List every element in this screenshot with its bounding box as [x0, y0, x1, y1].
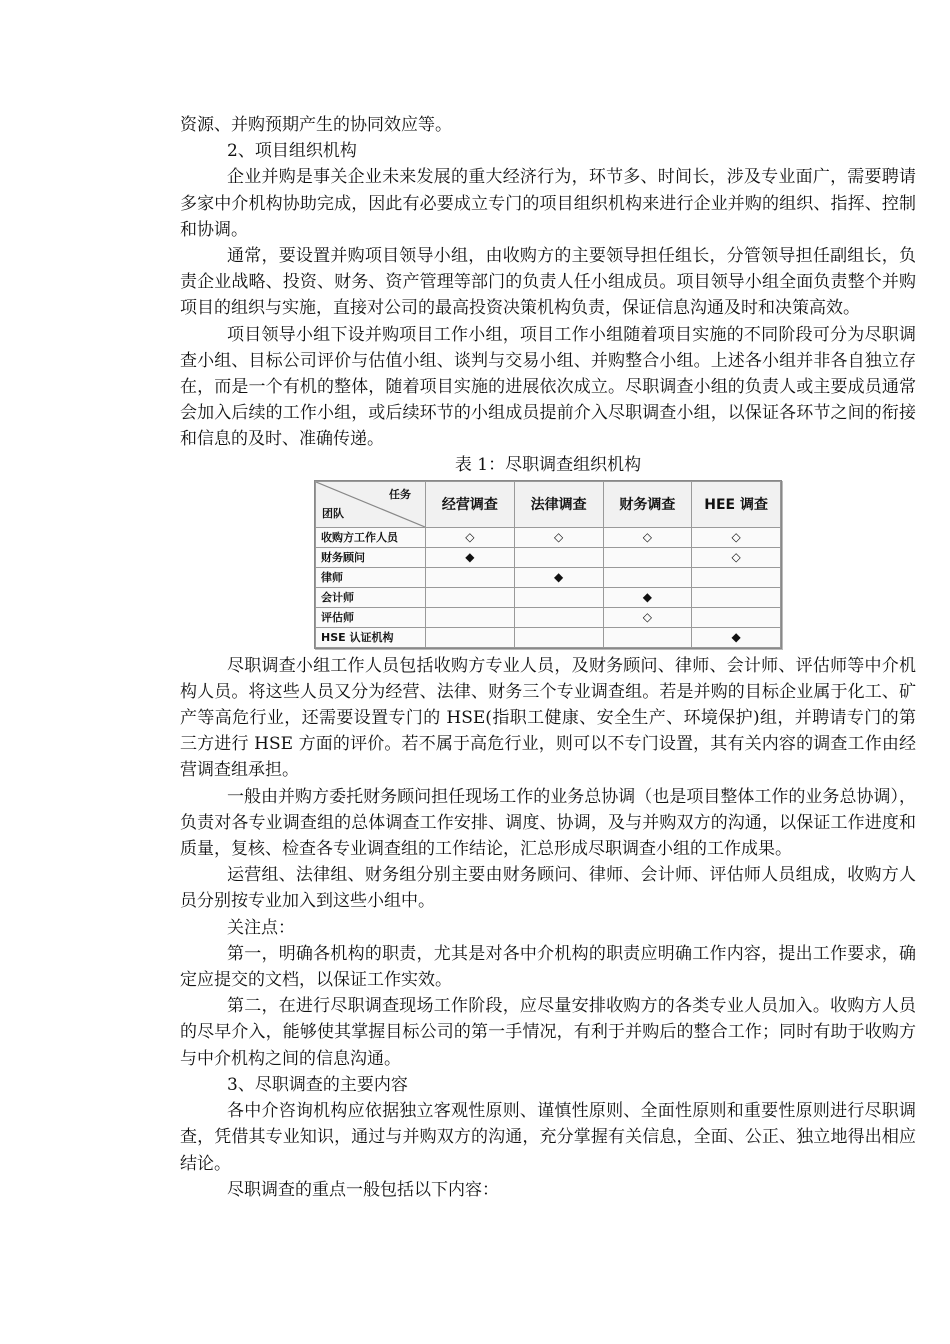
row-label: 财务顾问 — [316, 547, 426, 567]
table-row — [316, 567, 781, 587]
paragraph: 资源、并购预期产生的协同效应等。 — [180, 115, 452, 135]
table-cell-empty — [426, 567, 515, 587]
table-cell-mark: ◆ — [514, 567, 603, 587]
paragraph: 3、尽职调查的主要内容 — [227, 1074, 408, 1095]
table-cell-empty — [692, 607, 781, 627]
column-header: 法律调查 — [514, 481, 603, 527]
table-cell-mark: ◇ — [603, 607, 692, 627]
table-cell-empty — [692, 587, 781, 607]
paragraph: 关注点： — [227, 917, 295, 938]
table-cell-mark: ◆ — [426, 547, 515, 567]
table-row — [316, 587, 781, 607]
table-cell-empty — [603, 567, 692, 587]
table-row — [316, 607, 781, 627]
table-cell-empty — [603, 547, 692, 567]
paragraph: 运营组、法律组、财务组分别主要由财务顾问、律师、会计师、评估师人员组成，收购方人员分别按专业加入到这些小组中。 — [180, 865, 916, 912]
document-page — [180, 112, 916, 1203]
table-cell-empty — [692, 567, 781, 587]
paragraph: 企业并购是事关企业未来发展的重大经济行为，环节多、时间长，涉及专业面广，需要聘请多家中介机构协助完成，因此有必要成立专门的项目组织机构来进行企业并购的组织、指挥、控制和协调。 — [180, 167, 916, 240]
row-label: 收购方工作人员 — [316, 527, 426, 547]
table-cell-mark: ◇ — [692, 547, 781, 567]
table-row — [316, 547, 781, 567]
paragraph: 各中介咨询机构应依据独立客观性原则、谨慎性原则、全面性原则和重要性原则进行尽职调查，凭借其专业知识，通过与并购双方的沟通，充分掌握有关信息，全面、公正、独立地得出相应结论。 — [180, 1101, 916, 1174]
table-cell-empty — [514, 587, 603, 607]
table-body — [316, 527, 781, 647]
paragraph: 2、项目组织机构 — [227, 141, 357, 162]
paragraph: 一般由并购方委托财务顾问担任现场工作的业务总协调（也是项目整体工作的业务总协调），负责对各专业调查组的总体调查工作安排、调度、协调，及与并购双方的沟通，以保证工作进度和质量，复核、检查各专业调查组的工作结论，汇总形成尽职调查小组的工作成果。 — [180, 786, 916, 860]
org-table-image — [314, 480, 782, 649]
row-label: 会计师 — [316, 587, 426, 607]
table-cell-empty — [426, 627, 515, 647]
table-caption: 表 1：尽职调查组织机构 — [454, 454, 642, 475]
table-cell-mark: ◇ — [426, 527, 515, 547]
table-cell-mark: ◇ — [603, 527, 692, 547]
paragraph: 第二，在进行尽职调查现场工作阶段，应尽量安排收购方的各类专业人员加入。收购方人员的尽早介入，能够使其掌握目标公司的第一手情况，有利于并购后的整合工作；同时有助于收购方与中介机构之间的信息沟通。 — [180, 996, 916, 1069]
column-header: 经营调查 — [426, 481, 515, 527]
body-text-after-table — [180, 653, 916, 1203]
table-cell-mark: ◇ — [514, 527, 603, 547]
paragraph: 通常，要设置并购项目领导小组，由收购方的主要领导担任组长，分管领导担任副组长，负责企业战略、投资、财务、资产管理等部门的负责人任小组成员。项目领导小组全面负责整个并购项目的组织与实施，直接对公司的最高投资决策机构负责，保证信息沟通及时和决策高效。 — [180, 246, 916, 319]
table-cell-empty — [426, 607, 515, 627]
corner-label-task: 任务 — [389, 487, 411, 501]
paragraph: 第一，明确各机构的职责，尤其是对各中介机构的职责应明确工作内容，提出工作要求，确定应提交的文档，以保证工作实效。 — [180, 943, 916, 991]
row-label: 律师 — [316, 567, 426, 587]
table-cell-empty — [514, 627, 603, 647]
org-table — [315, 481, 781, 648]
body-text-before-table — [180, 112, 916, 453]
table-cell-empty — [514, 547, 603, 567]
table-cell-mark: ◆ — [692, 627, 781, 647]
paragraph: 项目领导小组下设并购项目工作小组，项目工作小组随着项目实施的不同阶段可分为尽职调查小组、目标公司评价与估值小组、谈判与交易小组、并购整合小组。上述各小组并非各自独立存在，而是一个有机的整体，随着项目实施的进展依次成立。尽职调查小组的负责人或主要成员通常会加入后续的工作小组，或后续环节的小组成员提前介入尽职调查小组，以保证各环节之间的衔接和信息的及时、准确传递。 — [180, 324, 916, 450]
table-cell-empty — [514, 607, 603, 627]
table-header-row — [316, 481, 781, 527]
row-label: 评估师 — [316, 607, 426, 627]
table-row — [316, 627, 781, 647]
corner-label-team: 团队 — [322, 506, 344, 520]
table-cell-empty — [603, 627, 692, 647]
table-cell-mark: ◆ — [603, 587, 692, 607]
column-header: HEE 调查 — [692, 481, 781, 527]
row-label: HSE 认证机构 — [316, 627, 426, 647]
column-header: 财务调查 — [603, 481, 692, 527]
paragraph: 尽职调查的重点一般包括以下内容： — [227, 1179, 499, 1200]
table-corner-cell — [316, 481, 426, 527]
table-row — [316, 527, 781, 547]
paragraph: 尽职调查小组工作人员包括收购方专业人员，及财务顾问、律师、会计师、评估师等中介机构人员。将这些人员又分为经营、法律、财务三个专业调查组。若是并购的目标企业属于化工、矿产等高危行业，还需要设置专门的 HSE(指职工健康、安全生产、环境保护)组，并聘请专门的第三方进行 HSE 方面的评价。若不属于高危行业，则可以不专门设置，其有关内容的调查工作由经营调查组承担。 — [180, 655, 916, 781]
table-cell-empty — [426, 587, 515, 607]
table-cell-mark: ◇ — [692, 527, 781, 547]
